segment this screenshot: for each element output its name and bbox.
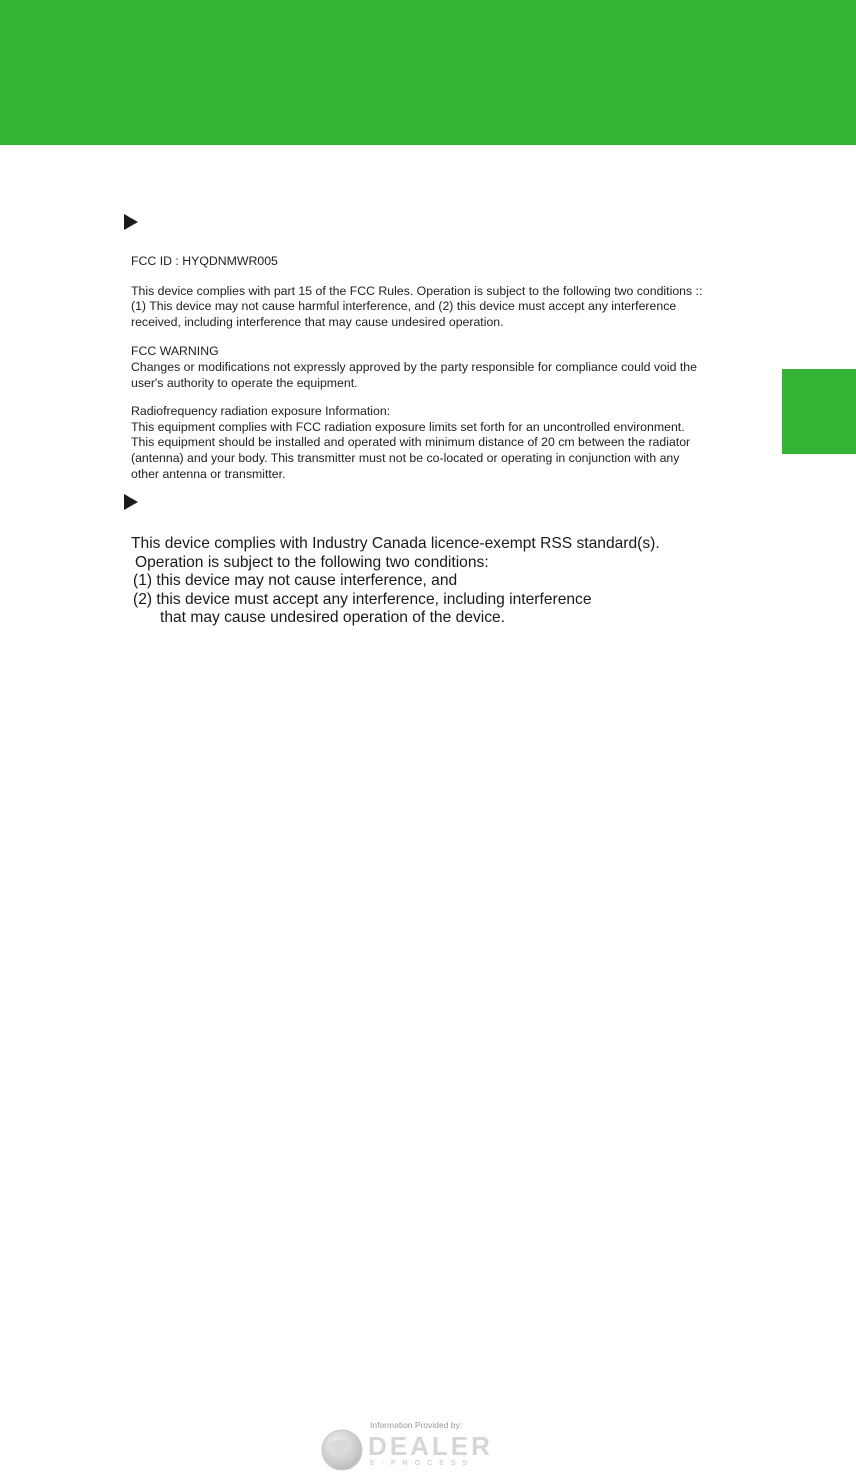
rf-line: other antenna or transmitter.	[131, 466, 286, 481]
footer-credit: Information Provided by:	[370, 1420, 463, 1430]
rf-title: Radiofrequency radiation exposure Information:	[131, 404, 391, 419]
fcc-warning-line: user's authority to operate the equipment.	[131, 375, 358, 390]
dealer-wordmark: DEALER	[368, 1431, 493, 1461]
section-arrow-icon	[124, 494, 138, 510]
globe-logo-icon	[320, 1428, 364, 1472]
fcc-notice	[131, 254, 771, 482]
fcc-warning-line: Changes or modifications not expressly approved by the party responsible for compliance could void the	[131, 359, 697, 374]
fcc-para-line: (1) This device may not cause harmful interference, and (2) this device must accept any interference	[131, 299, 677, 314]
canada-line: Operation is subject to the following two conditions:	[135, 553, 489, 571]
canada-notice	[131, 535, 751, 628]
header-band	[0, 0, 856, 145]
section-arrow-icon	[124, 214, 138, 230]
fcc-para-line: received, including interference that may cause undesired operation.	[131, 314, 504, 329]
canada-line: that may cause undesired operation of the device.	[160, 609, 506, 626]
rf-line: (antenna) and your body. This transmitter must not be co-located or operating in conjunction with any	[131, 450, 680, 465]
canada-line: This device complies with Industry Canada licence-exempt RSS standard(s).	[131, 535, 660, 552]
fcc-id: FCC ID : HYQDNMWR005	[131, 254, 278, 268]
fcc-para-line: This device complies with part 15 of the FCC Rules. Operation is subject to the following two conditions ::	[131, 283, 703, 298]
canada-line: (1) this device may not cause interference, and	[133, 572, 458, 589]
eprocess-tagline: E-PROCESS	[370, 1460, 475, 1467]
chapter-tab	[782, 369, 856, 454]
fcc-warning-title: FCC WARNING	[131, 344, 219, 359]
canada-line: (2) this device must accept any interference, including interference	[133, 590, 592, 608]
rf-line: This equipment should be installed and operated with minimum distance of 20 cm between the radiator	[131, 435, 691, 450]
rf-line: This equipment complies with FCC radiation exposure limits set forth for an uncontrolled environment.	[131, 419, 685, 434]
